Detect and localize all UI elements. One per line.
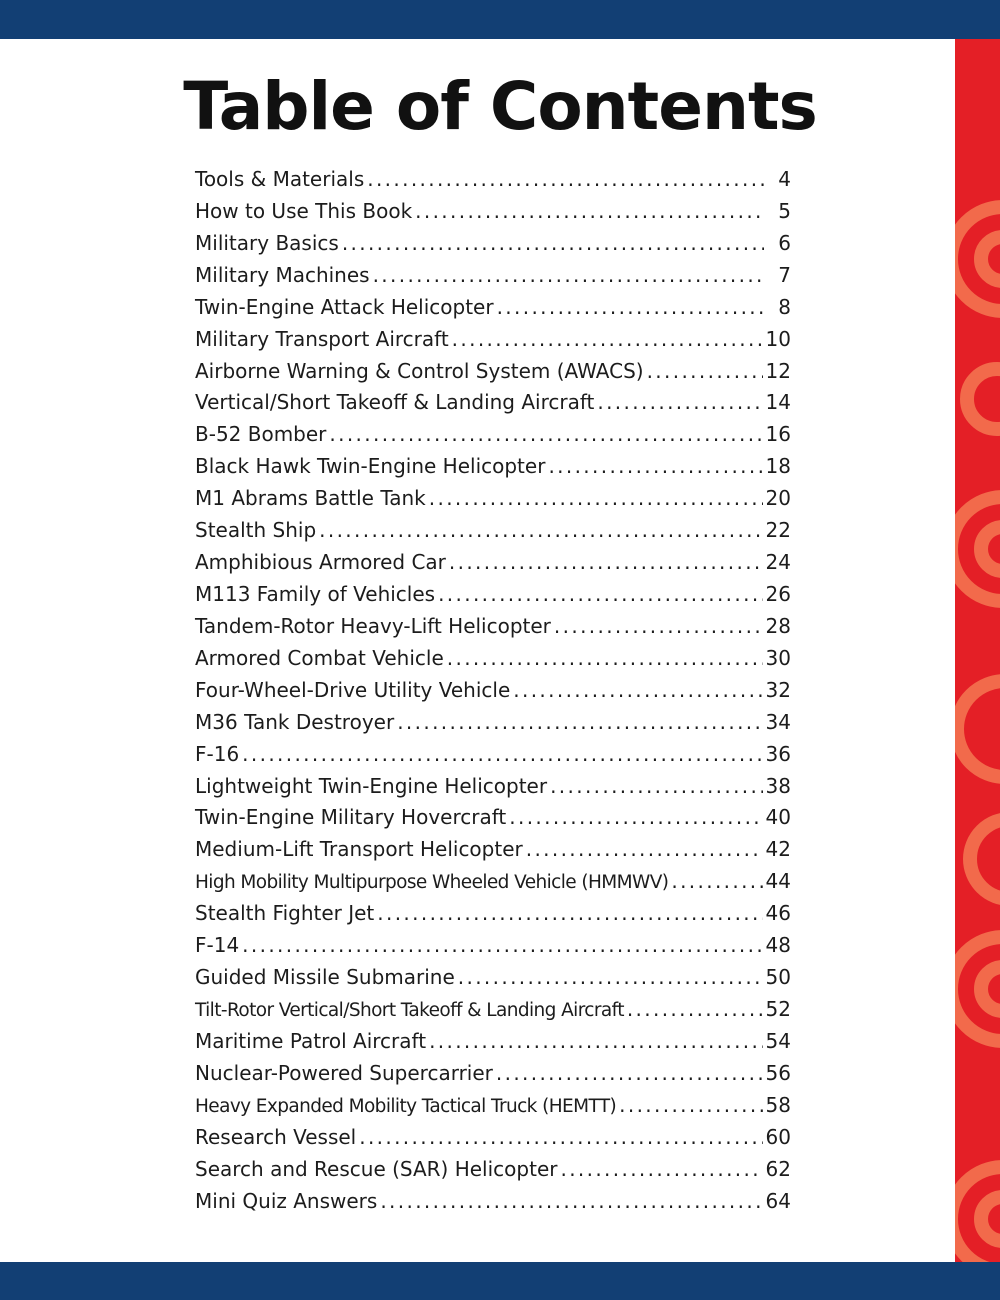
dot-leader bbox=[319, 515, 762, 547]
toc-entry bbox=[195, 866, 791, 898]
toc-entry bbox=[195, 994, 791, 1026]
toc-entry-page-number: 20 bbox=[765, 486, 791, 511]
toc-entry bbox=[195, 164, 791, 196]
dot-leader bbox=[458, 962, 763, 994]
toc-entry bbox=[195, 196, 791, 228]
toc-entry-page-number: 12 bbox=[765, 358, 791, 383]
toc-entry-title: Military Machines bbox=[195, 262, 370, 287]
toc-entry bbox=[195, 1090, 791, 1122]
toc-entry bbox=[195, 1122, 791, 1154]
toc-entry-page-number: 64 bbox=[765, 1188, 791, 1213]
dot-leader bbox=[377, 898, 762, 930]
concentric-circles-pattern bbox=[955, 39, 1000, 1262]
toc-entry bbox=[195, 643, 791, 675]
toc-entry-title: Mini Quiz Answers bbox=[195, 1188, 378, 1213]
toc-entry-title: Search and Rescue (SAR) Helicopter bbox=[195, 1156, 558, 1181]
toc-entry-page-number: 22 bbox=[765, 518, 791, 543]
toc-entry-title: Black Hawk Twin-Engine Helicopter bbox=[195, 454, 546, 479]
dot-leader bbox=[380, 1186, 762, 1218]
toc-entry bbox=[195, 483, 791, 515]
dot-leader bbox=[447, 643, 763, 675]
toc-entry bbox=[195, 228, 791, 260]
dot-leader bbox=[329, 419, 762, 451]
dot-leader bbox=[627, 994, 763, 1026]
dot-leader bbox=[509, 802, 762, 834]
toc-entry-title: M1 Abrams Battle Tank bbox=[195, 486, 426, 511]
toc-entry bbox=[195, 707, 791, 739]
toc-entry bbox=[195, 547, 791, 579]
toc-entry-title: Nuclear-Powered Supercarrier bbox=[195, 1060, 493, 1085]
top-color-band bbox=[0, 0, 1000, 39]
toc-entry-page-number: 32 bbox=[765, 677, 791, 702]
toc-entry-page-number: 50 bbox=[765, 965, 791, 990]
toc-entry bbox=[195, 1186, 791, 1218]
circle-motifs bbox=[955, 207, 1000, 1262]
toc-entry-title: High Mobility Multipurpose Wheeled Vehicle (HMMWV) bbox=[195, 872, 669, 894]
toc-entry-page-number: 44 bbox=[765, 869, 791, 894]
toc-entry bbox=[195, 356, 791, 388]
toc-entry-title: Military Transport Aircraft bbox=[195, 326, 449, 351]
dot-leader bbox=[367, 164, 764, 196]
dot-leader bbox=[513, 675, 762, 707]
toc-entry-page-number: 10 bbox=[765, 326, 791, 351]
toc-entry-title: Twin-Engine Attack Helicopter bbox=[195, 294, 494, 319]
toc-entry-title: B-52 Bomber bbox=[195, 422, 327, 447]
toc-entry-title: F-16 bbox=[195, 741, 240, 766]
toc-entry-title: Stealth Ship bbox=[195, 518, 317, 543]
dot-leader bbox=[429, 483, 763, 515]
dot-leader bbox=[548, 451, 762, 483]
toc-entry-page-number: 4 bbox=[778, 167, 791, 191]
toc-entry-page-number: 18 bbox=[765, 454, 791, 479]
toc-entry-title: Vertical/Short Takeoff & Landing Aircraft bbox=[195, 390, 595, 415]
toc-entry-page-number: 24 bbox=[765, 550, 791, 575]
toc-entry-title: Twin-Engine Military Hovercraft bbox=[195, 805, 507, 830]
toc-entry-page-number: 48 bbox=[765, 933, 791, 958]
toc-entry-title: Tandem-Rotor Heavy-Lift Helicopter bbox=[195, 613, 551, 638]
dot-leader bbox=[242, 930, 762, 962]
toc-entry bbox=[195, 515, 791, 547]
toc-entry-page-number: 38 bbox=[765, 773, 791, 798]
toc-entry bbox=[195, 1058, 791, 1090]
toc-entry-title: Maritime Patrol Aircraft bbox=[195, 1028, 427, 1053]
toc-entry-title: M36 Tank Destroyer bbox=[195, 709, 395, 734]
dot-leader bbox=[342, 228, 764, 260]
toc-entry bbox=[195, 579, 791, 611]
dot-leader bbox=[449, 547, 763, 579]
dot-leader bbox=[597, 387, 762, 419]
toc-entry bbox=[195, 834, 791, 866]
dot-leader bbox=[526, 834, 763, 866]
toc-entry-title: Lightweight Twin-Engine Helicopter bbox=[195, 773, 548, 798]
table-of-contents-list bbox=[195, 164, 791, 1217]
toc-entry-page-number: 52 bbox=[765, 996, 791, 1021]
bottom-color-band bbox=[0, 1262, 1000, 1300]
dot-leader bbox=[554, 611, 763, 643]
toc-entry-page-number: 6 bbox=[778, 230, 791, 255]
dot-leader bbox=[397, 707, 762, 739]
toc-entry-page-number: 5 bbox=[778, 198, 791, 223]
dot-leader bbox=[452, 324, 763, 356]
toc-entry-page-number: 42 bbox=[765, 837, 791, 862]
toc-entry-page-number: 16 bbox=[765, 422, 791, 447]
toc-entry bbox=[195, 451, 791, 483]
toc-entry bbox=[195, 1026, 791, 1058]
dot-leader bbox=[359, 1122, 762, 1154]
dot-leader bbox=[496, 1058, 763, 1090]
toc-entry-page-number: 8 bbox=[778, 294, 791, 319]
toc-entry bbox=[195, 930, 791, 962]
toc-entry bbox=[195, 324, 791, 356]
toc-entry bbox=[195, 962, 791, 994]
dot-leader bbox=[497, 292, 764, 324]
toc-entry-page-number: 7 bbox=[778, 262, 791, 287]
toc-entry bbox=[195, 771, 791, 803]
toc-entry-page-number: 58 bbox=[765, 1092, 791, 1117]
toc-entry-title: How to Use This Book bbox=[195, 198, 413, 223]
toc-entry bbox=[195, 292, 791, 324]
dot-leader bbox=[619, 1090, 762, 1122]
toc-entry bbox=[195, 1154, 791, 1186]
dot-leader bbox=[560, 1154, 762, 1186]
page-title: Table of Contents bbox=[183, 68, 817, 145]
toc-entry-title: M113 Family of Vehicles bbox=[195, 581, 436, 606]
toc-entry-title: Airborne Warning & Control System (AWACS) bbox=[195, 358, 644, 383]
toc-entry-page-number: 56 bbox=[765, 1060, 791, 1085]
dot-leader bbox=[438, 579, 762, 611]
toc-entry-page-number: 30 bbox=[765, 645, 791, 670]
toc-entry-page-number: 34 bbox=[765, 709, 791, 734]
toc-entry-title: Medium-Lift Transport Helicopter bbox=[195, 837, 523, 862]
toc-entry-title: F-14 bbox=[195, 933, 240, 958]
toc-entry-title: Amphibious Armored Car bbox=[195, 550, 446, 575]
toc-entry-title: Heavy Expanded Mobility Tactical Truck (HEMTT) bbox=[195, 1095, 617, 1117]
dot-leader bbox=[647, 356, 763, 388]
toc-entry bbox=[195, 387, 791, 419]
toc-entry-page-number: 54 bbox=[765, 1028, 791, 1053]
toc-entry-title: Four-Wheel-Drive Utility Vehicle bbox=[195, 677, 511, 702]
toc-entry bbox=[195, 739, 791, 771]
toc-entry bbox=[195, 675, 791, 707]
toc-entry-title: Tilt-Rotor Vertical/Short Takeoff & Landing Aircraft bbox=[195, 999, 624, 1021]
toc-entry-page-number: 46 bbox=[765, 901, 791, 926]
toc-entry-title: Tools & Materials bbox=[195, 167, 365, 191]
toc-entry-page-number: 36 bbox=[765, 741, 791, 766]
toc-entry-title: Armored Combat Vehicle bbox=[195, 645, 444, 670]
toc-entry-title: Stealth Fighter Jet bbox=[195, 901, 375, 926]
dot-leader bbox=[415, 196, 764, 228]
toc-entry-page-number: 28 bbox=[765, 613, 791, 638]
dot-leader bbox=[429, 1026, 762, 1058]
dot-leader bbox=[671, 866, 762, 898]
toc-entry-page-number: 60 bbox=[765, 1124, 791, 1149]
toc-entry-page-number: 14 bbox=[765, 390, 791, 415]
toc-entry bbox=[195, 260, 791, 292]
toc-entry-page-number: 62 bbox=[765, 1156, 791, 1181]
toc-entry bbox=[195, 802, 791, 834]
toc-entry-title: Research Vessel bbox=[195, 1124, 357, 1149]
toc-entry bbox=[195, 419, 791, 451]
decorative-side-strip bbox=[955, 39, 1000, 1262]
toc-entry bbox=[195, 898, 791, 930]
dot-leader bbox=[242, 739, 762, 771]
toc-entry-page-number: 26 bbox=[765, 581, 791, 606]
dot-leader bbox=[373, 260, 764, 292]
dot-leader bbox=[550, 771, 762, 803]
toc-entry-title: Guided Missile Submarine bbox=[195, 965, 455, 990]
toc-entry-page-number: 40 bbox=[765, 805, 791, 830]
toc-entry-title: Military Basics bbox=[195, 230, 339, 255]
toc-entry bbox=[195, 611, 791, 643]
